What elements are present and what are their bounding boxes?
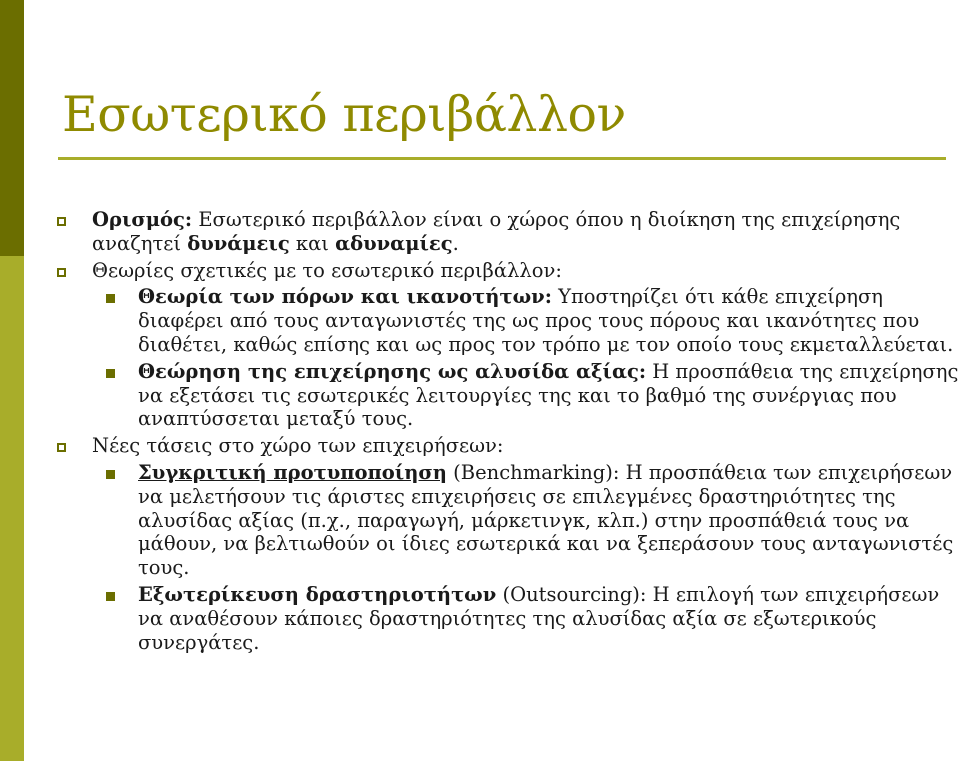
resources-theory-label: Θεωρία των πόρων και ικανοτήτων: (138, 285, 552, 309)
hollow-square-bullet-icon (57, 268, 66, 277)
slide-body (55, 208, 960, 657)
definition-text: Εσωτερικό περιβάλλον είναι ο χώρος όπου η διοίκηση της επιχείρησης αναζητεί (92, 208, 901, 255)
sub-bullet-value-chain (55, 360, 960, 431)
side-accent-bar-dark (0, 0, 24, 256)
bullet-new-trends (55, 434, 960, 458)
filled-square-bullet-icon (106, 592, 115, 601)
hollow-square-bullet-icon (57, 443, 66, 452)
new-trends-heading: Νέες τάσεις στο χώρο των επιχειρήσεων: (92, 434, 504, 458)
benchmarking-text: (Benchmarking): Η προσπάθεια των επιχειρήσεων να μελετήσουν τις άριστες επιχειρήσεις σε επιλεγμένες δραστηριότητες της αλυσίδας αξίας (π.χ., παραγωγή, μάρκετινγκ, κλπ.) στην προσπάθειά τους να μάθουν, να βελτιωθούν οι ίδιες εσωτερικά και να ξεπεράσουν τους ανταγωνιστές τους. (138, 460, 954, 580)
side-accent-bar-light (0, 256, 24, 761)
filled-square-bullet-icon (106, 294, 115, 303)
sub-bullet-resources-theory (55, 285, 960, 356)
resources-theory-text: Υποστηρίζει ότι κάθε επιχείρηση διαφέρει από τους ανταγωνιστές της ως προς τους πόρους και ικανότητες που διαθέτει, καθώς επίσης και ως προς τον τρόπο με τον οποίο τους εκμεταλλεύεται. (138, 285, 954, 356)
hollow-square-bullet-icon (57, 217, 66, 226)
sub-bullet-benchmarking (55, 461, 960, 580)
weaknesses-term: αδυναμίες (335, 231, 453, 255)
bullet-definition (55, 208, 960, 256)
outsourcing-label: Εξωτερίκευση δραστηριοτήτων (138, 582, 497, 606)
value-chain-label: Θεώρηση της επιχείρησης ως αλυσίδα αξίας: (138, 359, 647, 383)
benchmarking-label: Συγκριτική προτυποποίηση (138, 460, 447, 484)
theories-heading: Θεωρίες σχετικές με το εσωτερικό περιβάλλον: (92, 258, 562, 282)
value-chain-text: Η προσπάθεια της επιχείρησης να εξετάσει τις εσωτερικές λειτουργίες της και το βαθμό της συνέργιας που αναπτύσσεται μεταξύ τους. (138, 359, 959, 431)
definition-label: Ορισμός: (92, 208, 193, 231)
outsourcing-text: (Outsourcing): Η επιλογή των επιχειρήσεων να αναθέσουν κάποιες δραστηριότητες της αλυσίδας αξία σε εξωτερικούς συνεργάτες. (138, 582, 940, 654)
strengths-term: δυνάμεις (187, 231, 290, 255)
slide-title: Εσωτερικό περιβάλλον (62, 86, 626, 143)
title-divider (58, 157, 946, 160)
definition-connector: και (289, 231, 336, 255)
sub-bullet-outsourcing (55, 583, 960, 654)
bullet-theories (55, 259, 960, 283)
filled-square-bullet-icon (106, 369, 115, 378)
filled-square-bullet-icon (106, 470, 115, 479)
definition-end: . (452, 231, 459, 255)
